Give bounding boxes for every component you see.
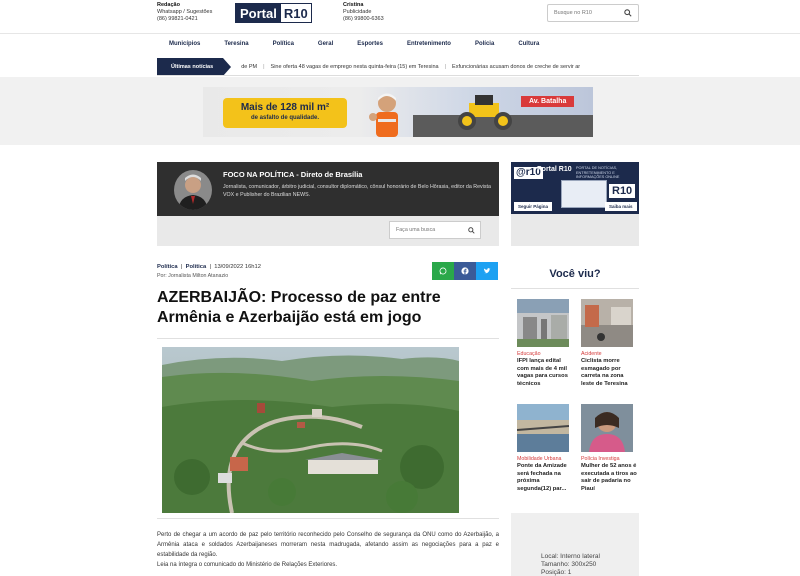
logo-part-1: Portal — [236, 4, 281, 22]
ads-contact[interactable] — [343, 2, 384, 23]
ad-position-label: Posição: — [541, 569, 566, 576]
related-headline[interactable]: IFPI lança edital com mais de 4 mil vagas para cursos técnicos — [517, 358, 568, 387]
ad-subline: de asfalto de qualidade. — [250, 115, 319, 121]
section-link[interactable]: Política — [157, 264, 178, 270]
facebook-share-button[interactable] — [454, 262, 476, 280]
voce-viu-heading: Você viu? — [549, 268, 601, 280]
ad-size-label: Tamanho: — [541, 561, 570, 568]
related-thumbnail — [581, 404, 633, 452]
column-name[interactable]: FOCO NA POLÍTICA - Direto de Brasília — [223, 170, 363, 179]
news-ticker — [157, 58, 639, 76]
article-title: AZERBAIJÃO: Processo de paz entre Armênia e Azerbaijão está em jogo — [157, 289, 441, 326]
image-divider — [157, 518, 499, 519]
facebook-icon — [461, 267, 469, 275]
related-thumbnail — [581, 299, 633, 347]
whatsapp-share-button[interactable] — [432, 262, 454, 280]
subsection-link[interactable]: Política — [185, 264, 207, 270]
road-roller-illustration — [453, 95, 521, 131]
whatsapp-icon — [439, 267, 447, 275]
meta-separator: | — [179, 264, 184, 270]
related-headline[interactable]: Mulher de 52 anos é executada a tiros ao sair de padaria no Piauí — [581, 463, 637, 492]
contact-name: Cristina — [343, 2, 364, 8]
learn-more-button[interactable]: Saiba mais — [605, 202, 637, 211]
sidebar-ad-slot[interactable] — [511, 513, 639, 576]
related-card[interactable] — [581, 404, 637, 493]
top-banner-ad[interactable] — [203, 87, 593, 137]
newsroom-contact[interactable] — [157, 2, 212, 23]
columnist-bio: Jornalista, comunicador, árbitro judicial, consultor diplomático, cônsul honorário de Belo Hôrasia, editor da Revista VOX e Publisher do Brazilian NEWS. — [223, 184, 491, 198]
ticker-item[interactable]: Sine oferta 48 vagas de emprego nesta quinta-feira (15) em Teresina — [270, 63, 439, 70]
nav-item-municipios[interactable]: Municípios — [169, 41, 201, 47]
title-divider — [157, 338, 499, 339]
related-headline[interactable]: Ponte da Amizade será fechada na próxima segunda(12) par... — [517, 463, 567, 492]
search-icon[interactable] — [468, 227, 475, 234]
ad-street-tag: Av. Batalha — [521, 96, 574, 107]
banner-subtitle: PORTAL DE NOTÍCIAS, ENTRETENIMENTO E INFORMAÇÕES ONLINE — [576, 166, 620, 179]
article-author: Por: Jornalista Milton Atanazio — [157, 273, 229, 279]
related-headline[interactable]: Ciclista morre esmagado por carreta na zona leste de Teresina — [581, 358, 628, 387]
related-card[interactable] — [517, 299, 573, 388]
logo-part-2: R10 — [281, 4, 311, 22]
site-logo[interactable] — [235, 3, 312, 23]
ticker-separator: | — [444, 63, 447, 70]
share-buttons — [432, 262, 498, 280]
ticker-items — [223, 64, 586, 70]
related-category[interactable]: Polícia Investiga — [581, 456, 620, 462]
contact-line: Whatsapp / Sugestões — [157, 9, 213, 15]
banner-r10-logo: R10 — [609, 184, 635, 198]
ticker-label: Últimas notícias — [157, 58, 223, 76]
related-category[interactable]: Acidente — [581, 351, 602, 357]
nav-item-politica[interactable]: Política — [272, 41, 294, 47]
ad-local-label: Local: — [541, 553, 559, 560]
article-paragraph: Leia na íntegra o comunicado do Ministério de Relações Exteriores. — [157, 562, 338, 568]
related-card[interactable] — [517, 404, 573, 493]
portal-facebook-banner[interactable] — [511, 162, 639, 214]
ad-headline: Mais de 128 mil m² — [240, 102, 330, 113]
laptop-illustration — [561, 180, 607, 208]
site-search — [547, 4, 639, 22]
meta-separator: | — [207, 264, 213, 270]
contact-name: Redação — [157, 2, 180, 8]
article-paragraph: Perto de chegar a um acordo de paz pelo território reconhecido pelo Conselho de segurança da ONU como do Azerbaijão, a Armênia ataca e soldados Azerbaijaneses morreram nesta madrugada, afetando assim as negociações para a paz e estabilidade da região. — [157, 532, 499, 558]
follow-page-button[interactable]: Seguir Página — [514, 202, 552, 211]
related-thumbnail — [517, 404, 569, 452]
twitter-share-button[interactable] — [476, 262, 498, 280]
nav-item-esportes[interactable]: Esportes — [357, 41, 383, 47]
search-input[interactable] — [548, 10, 622, 16]
voce-viu-divider — [511, 288, 639, 289]
ad-slot-info — [541, 553, 600, 576]
search-icon[interactable] — [622, 7, 634, 19]
article-datetime: 13/09/2022 16h12 — [214, 264, 261, 270]
worker-illustration — [363, 89, 411, 137]
related-thumbnail — [517, 299, 569, 347]
column-search — [389, 221, 481, 239]
nav-item-geral[interactable]: Geral — [317, 41, 334, 47]
ad-headline-box — [223, 98, 347, 128]
related-category[interactable]: Mobilidade Urbana — [517, 456, 562, 462]
twitter-icon — [483, 267, 491, 275]
top-header — [0, 0, 800, 34]
article-meta — [157, 264, 261, 270]
nav-item-entretenimento[interactable]: Entretenimento — [406, 41, 451, 47]
sidebar-spacer — [511, 214, 639, 246]
nav-item-cultura[interactable]: Cultura — [518, 41, 540, 47]
ticker-separator: | — [263, 63, 265, 70]
ticker-item[interactable]: de PM — [241, 63, 258, 70]
contact-phone: (86) 99800-6363 — [343, 16, 384, 22]
ad-size-value: 300x250 — [571, 561, 597, 568]
contact-line: Publicidade — [343, 9, 372, 15]
contact-phone: (86) 99821-0421 — [157, 16, 198, 22]
main-nav — [157, 38, 639, 52]
columnist-avatar — [174, 170, 212, 210]
nav-item-teresina[interactable]: Teresina — [224, 41, 249, 47]
column-search-input[interactable] — [390, 227, 468, 233]
ad-position-value: 1 — [567, 569, 572, 576]
nav-item-policia[interactable]: Polícia — [474, 41, 495, 47]
banner-title: Portal R10 — [537, 166, 572, 173]
related-card[interactable] — [581, 299, 637, 388]
header-divider — [0, 33, 800, 34]
banner-logo: @r10 — [516, 167, 541, 178]
article-hero-image[interactable] — [162, 347, 459, 513]
ad-local-value: Interno lateral — [560, 553, 600, 560]
ticker-item[interactable]: Exfuncionárias acusam donos de creche de servir ar — [452, 63, 581, 70]
related-category[interactable]: Educação — [517, 351, 541, 357]
